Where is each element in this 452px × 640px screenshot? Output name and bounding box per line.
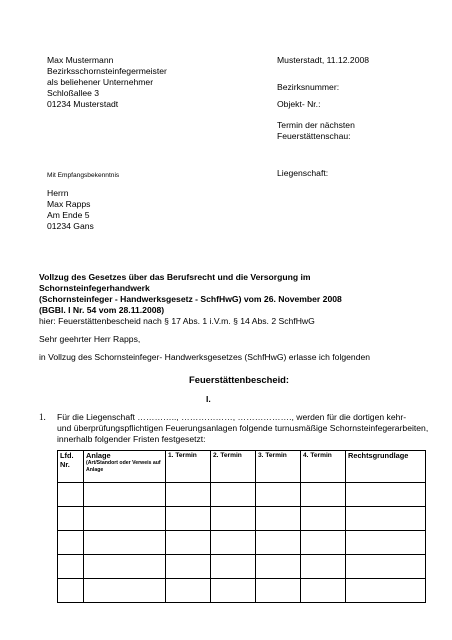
table-row (58, 483, 426, 507)
sender-city: 01234 Musterstadt (47, 99, 119, 109)
subject-line-4: (BGBl. I Nr. 54 vom 28.11.2008) (39, 305, 165, 315)
header-anlage-label: Anlage (86, 451, 111, 460)
sender-name: Max Mustermann (47, 55, 114, 65)
item-line-1: Für die Liegenschaft ………….., ………………, ………………., werden für die dortigen kehr- (57, 412, 407, 422)
subject-line-5: hier: Feuerstättenbescheid nach § 17 Abs. 1 i.V.m. § 14 Abs. 2 SchfHwG (39, 316, 315, 326)
sender-title: Bezirksschornsteinfegermeister (47, 66, 167, 76)
deadlines-table (57, 450, 426, 603)
header-termin-4: 4. Termin (301, 451, 346, 483)
subject-line-2: Schornsteinfegerhandwerk (39, 283, 150, 293)
intro-text: in Vollzug des Schornsteinfeger- Handwerksgesetzes (SchfHwG) erlasse ich folgenden (39, 352, 371, 362)
object-number-label: Objekt- Nr.: (277, 99, 321, 109)
table-row (58, 579, 426, 603)
header-termin-2: 2. Termin (211, 451, 256, 483)
header-termin-3: 3. Termin (256, 451, 301, 483)
header-anlage (84, 451, 166, 483)
delivery-note: Mit Empfangsbekenntnis (47, 172, 120, 179)
inspection-date-label: Termin der nächsten (277, 120, 355, 130)
table-header-row (58, 451, 426, 483)
recipient-name: Max Rapps (47, 199, 91, 209)
table-row (58, 507, 426, 531)
header-termin-1: 1. Termin (166, 451, 211, 483)
item-line-3: innerhalb folgender Fristen festgesetzt: (57, 434, 206, 444)
subject-line-1: Vollzug des Gesetzes über das Berufsrecht und die Versorgung im (39, 272, 311, 282)
inspection-date-label-2: Feuerstättenschau: (277, 131, 351, 141)
header-lfd-nr: Lfd. Nr. (58, 451, 84, 483)
place-date: Musterstadt, 11.12.2008 (277, 55, 370, 65)
property-label: Liegenschaft: (277, 168, 329, 178)
header-anlage-sublabel: (Art/Standort oder Verweis auf Anlage (86, 460, 161, 473)
sender-role: als beliehener Unternehmer (47, 77, 154, 87)
item-line-2: und überprüfungspflichtigen Feuerungsanlagen folgende turnusmäßige Schornsteinfegerarbeiten, (57, 423, 429, 433)
table-row (58, 555, 426, 579)
sender-street: Schloßallee 3 (47, 88, 100, 98)
greeting: Sehr geehrter Herr Rapps, (39, 334, 141, 344)
recipient-street: Am Ende 5 (47, 210, 90, 220)
district-number-label: Bezirksnummer: (277, 82, 340, 92)
subject-line-3: (Schornsteinfeger - Handwerksgesetz - SchfHwG) vom 26. November 2008 (39, 294, 342, 304)
item-number: 1. (39, 412, 46, 422)
table-row (58, 531, 426, 555)
header-rechtsgrundlage: Rechtsgrundlage (346, 451, 426, 483)
section-number: I. (206, 394, 211, 404)
decision-title: Feuerstättenbescheid: (189, 374, 290, 385)
recipient-salutation: Herrn (47, 188, 69, 198)
recipient-city: 01234 Gans (47, 221, 94, 231)
